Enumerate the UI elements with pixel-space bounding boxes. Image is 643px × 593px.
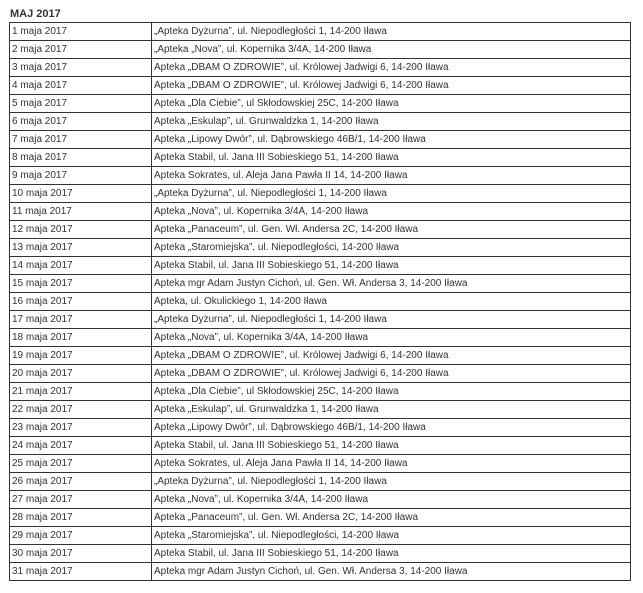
table-row — [10, 563, 631, 581]
table-row — [10, 329, 631, 347]
date-cell: 8 maja 2017 — [10, 149, 152, 167]
pharmacy-cell: Apteka „Staromiejska”, ul. Niepodległości, 14-200 Iława — [152, 239, 631, 257]
table-body — [10, 23, 631, 581]
pharmacy-cell: Apteka Stabil, ul. Jana III Sobieskiego 51, 14-200 Iława — [152, 545, 631, 563]
pharmacy-cell: Apteka „DBAM O ZDROWIE”, ul. Królowej Jadwigi 6, 14-200 Iława — [152, 365, 631, 383]
date-cell: 31 maja 2017 — [10, 563, 152, 581]
pharmacy-cell: Apteka Stabil, ul. Jana III Sobieskiego 51, 14-200 Iława — [152, 149, 631, 167]
pharmacy-cell: Apteka „Staromiejska”, ul. Niepodległości, 14-200 Iława — [152, 527, 631, 545]
table-row — [10, 131, 631, 149]
date-cell: 5 maja 2017 — [10, 95, 152, 113]
table-row — [10, 383, 631, 401]
date-cell: 23 maja 2017 — [10, 419, 152, 437]
date-cell: 14 maja 2017 — [10, 257, 152, 275]
date-cell: 16 maja 2017 — [10, 293, 152, 311]
pharmacy-cell: Apteka „Lipowy Dwór”, ul. Dąbrowskiego 46B/1, 14-200 Iława — [152, 419, 631, 437]
pharmacy-cell: Apteka Stabil, ul. Jana III Sobieskiego 51, 14-200 Iława — [152, 257, 631, 275]
date-cell: 1 maja 2017 — [10, 23, 152, 41]
table-row — [10, 257, 631, 275]
table-row — [10, 455, 631, 473]
date-cell: 10 maja 2017 — [10, 185, 152, 203]
date-cell: 29 maja 2017 — [10, 527, 152, 545]
table-row — [10, 437, 631, 455]
date-cell: 4 maja 2017 — [10, 77, 152, 95]
date-cell: 24 maja 2017 — [10, 437, 152, 455]
pharmacy-cell: „Apteka Dyżurna”, ul. Niepodległości 1, 14-200 Iława — [152, 473, 631, 491]
date-cell: 11 maja 2017 — [10, 203, 152, 221]
table-row — [10, 545, 631, 563]
pharmacy-cell: Apteka, ul. Okulickiego 1, 14-200 Iława — [152, 293, 631, 311]
table-row — [10, 347, 631, 365]
date-cell: 6 maja 2017 — [10, 113, 152, 131]
pharmacy-cell: Apteka „DBAM O ZDROWIE”, ul. Królowej Jadwigi 6, 14-200 Iława — [152, 59, 631, 77]
table-row — [10, 167, 631, 185]
table-row — [10, 419, 631, 437]
pharmacy-cell: Apteka „Panaceum”, ul. Gen. Wł. Andersa 2C, 14-200 Iława — [152, 509, 631, 527]
date-cell: 22 maja 2017 — [10, 401, 152, 419]
date-cell: 26 maja 2017 — [10, 473, 152, 491]
pharmacy-cell: „Apteka Dyżurna”, ul. Niepodległości 1, 14-200 Iława — [152, 185, 631, 203]
table-row — [10, 491, 631, 509]
page-title: MAJ 2017 — [10, 8, 61, 20]
date-cell: 15 maja 2017 — [10, 275, 152, 293]
pharmacy-cell: Apteka „Nova”, ul. Kopernika 3/4A, 14-200 Iława — [152, 329, 631, 347]
pharmacy-cell: Apteka „Dla Ciebie”, ul Skłodowskiej 25C, 14-200 Iława — [152, 383, 631, 401]
pharmacy-duty-table — [9, 22, 631, 581]
table-row — [10, 185, 631, 203]
pharmacy-cell: Apteka „Panaceum”, ul. Gen. Wł. Andersa 2C, 14-200 Iława — [152, 221, 631, 239]
date-cell: 3 maja 2017 — [10, 59, 152, 77]
pharmacy-cell: Apteka „Nova”, ul. Kopernika 3/4A, 14-200 Iława — [152, 491, 631, 509]
table-row — [10, 275, 631, 293]
date-cell: 12 maja 2017 — [10, 221, 152, 239]
table-row — [10, 95, 631, 113]
table-row — [10, 77, 631, 95]
date-cell: 27 maja 2017 — [10, 491, 152, 509]
pharmacy-cell: Apteka „Dla Ciebie”, ul Skłodowskiej 25C, 14-200 Iława — [152, 95, 631, 113]
pharmacy-cell: „Apteka Dyżurna”, ul. Niepodległości 1, 14-200 Iława — [152, 23, 631, 41]
date-cell: 19 maja 2017 — [10, 347, 152, 365]
date-cell: 9 maja 2017 — [10, 167, 152, 185]
date-cell: 21 maja 2017 — [10, 383, 152, 401]
pharmacy-cell: „Apteka „Nova”, ul. Kopernika 3/4A, 14-200 Iława — [152, 41, 631, 59]
pharmacy-cell: Apteka Sokrates, ul. Aleja Jana Pawła II 14, 14-200 Iława — [152, 167, 631, 185]
pharmacy-cell: „Apteka Dyżurna”, ul. Niepodległości 1, 14-200 Iława — [152, 311, 631, 329]
pharmacy-cell: Apteka „Lipowy Dwór”, ul. Dąbrowskiego 46B/1, 14-200 Iława — [152, 131, 631, 149]
date-cell: 7 maja 2017 — [10, 131, 152, 149]
pharmacy-cell: Apteka Sokrates, ul. Aleja Jana Pawła II 14, 14-200 Iława — [152, 455, 631, 473]
pharmacy-cell: Apteka mgr Adam Justyn Cichoń, ul. Gen. Wł. Andersa 3, 14-200 Iława — [152, 275, 631, 293]
pharmacy-cell: Apteka „DBAM O ZDROWIE”, ul. Królowej Jadwigi 6, 14-200 Iława — [152, 347, 631, 365]
table-row — [10, 401, 631, 419]
table-row — [10, 41, 631, 59]
date-cell: 17 maja 2017 — [10, 311, 152, 329]
pharmacy-cell: Apteka „Eskulap”, ul. Grunwaldzka 1, 14-200 Iława — [152, 113, 631, 131]
table-row — [10, 365, 631, 383]
pharmacy-cell: Apteka Stabil, ul. Jana III Sobieskiego 51, 14-200 Iława — [152, 437, 631, 455]
pharmacy-cell: Apteka „DBAM O ZDROWIE”, ul. Królowej Jadwigi 6, 14-200 Iława — [152, 77, 631, 95]
table-row — [10, 59, 631, 77]
table-row — [10, 311, 631, 329]
table-row — [10, 293, 631, 311]
table-row — [10, 23, 631, 41]
date-cell: 2 maja 2017 — [10, 41, 152, 59]
date-cell: 30 maja 2017 — [10, 545, 152, 563]
date-cell: 25 maja 2017 — [10, 455, 152, 473]
date-cell: 18 maja 2017 — [10, 329, 152, 347]
table-row — [10, 113, 631, 131]
date-cell: 28 maja 2017 — [10, 509, 152, 527]
date-cell: 13 maja 2017 — [10, 239, 152, 257]
pharmacy-cell: Apteka „Eskulap”, ul. Grunwaldzka 1, 14-200 Iława — [152, 401, 631, 419]
table-row — [10, 149, 631, 167]
date-cell: 20 maja 2017 — [10, 365, 152, 383]
table-row — [10, 239, 631, 257]
pharmacy-cell: Apteka mgr Adam Justyn Cichoń, ul. Gen. Wł. Andersa 3, 14-200 Iława — [152, 563, 631, 581]
table-row — [10, 221, 631, 239]
table-row — [10, 509, 631, 527]
table-row — [10, 203, 631, 221]
pharmacy-cell: Apteka „Nova”, ul. Kopernika 3/4A, 14-200 Iława — [152, 203, 631, 221]
table-row — [10, 473, 631, 491]
table-row — [10, 527, 631, 545]
